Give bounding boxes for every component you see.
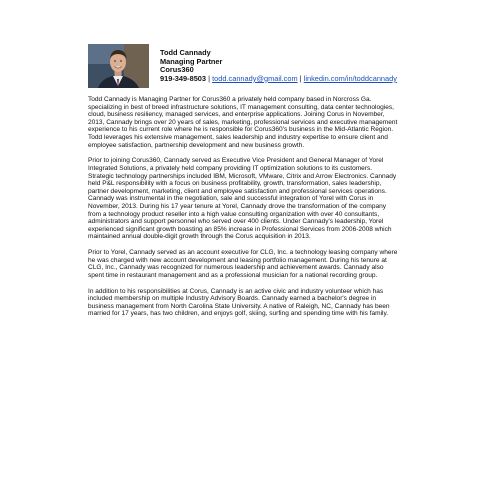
contact-line <box>160 75 397 84</box>
bio-paragraph: Prior to Yorel, Cannady served as an account executive for CLG, Inc. a technology leasing company where he was charged with new account development and leasing portfolio management. During his tenure at CLG, Inc., Cannady was recognized for numerous leadership and achievement awards. Cannady also spent time in restaurant management and as a professional musician for a national recording group. <box>88 249 398 279</box>
headshot-photo <box>88 44 149 88</box>
company-name: Corus360 <box>160 65 194 75</box>
contact-separator-2: | <box>299 73 302 83</box>
bio-paragraph: Prior to joining Corus360, Cannady served as Executive Vice President and General Manager of Yorel Integrated Solutions, a privately held company providing IT optimization solutions to its customers. Strategic technology partnerships included IBM, Microsoft, VMware, Citrix and Arrow Electronics. Cannady held P&L responsibility with a focus on business profitability, growth, transformation, sales leadership, partner development, marketing, client and employee satisfaction and professional services operations. Cannady was instrumental in the negotiation, sale and successful integration of Yorel with Corus in November, 2013. During his 17 year tenure at Yorel, Cannady drove the transformation of the company from a technology product reseller into a high value consulting organization with over 40 consultants, administrators and support personnel who served over 400 clients. Under Cannady's leadership, Yorel experienced significant growth boasting an 85% increase in Professional Services from 2006-2008 which maintained annual double-digit growth through the Corus acquisition in 2013. <box>88 157 397 241</box>
headshot-image <box>88 44 149 88</box>
bio-text <box>88 96 410 326</box>
email-link[interactable]: todd.cannady@gmail.com <box>212 73 298 83</box>
person-name: Todd Cannady <box>160 48 211 57</box>
linkedin-link[interactable]: linkedin.com/in/toddcannady <box>303 73 397 83</box>
person-title: Managing Partner <box>160 56 223 66</box>
contact-info <box>160 49 397 83</box>
bio-paragraph: Todd Cannady is Managing Partner for Corus360 a privately held company based in Norcross Ga. specializing in best of breed infrastructure solutions, IT management consulting, data center technologies, cloud, business resiliency, managed services, and enterprise applications. Joining Corus in November, 2013, Cannady brings over 20 years of sales, marketing, professional services and executive management experience to his current role where he is responsible for Corus360's business in the Mid-Atlantic Region. Todd leverages his extensive management, sales leadership and industry expertise to ensure client and employee satisfaction, partnership development and new business growth. <box>88 96 398 149</box>
contact-separator: | <box>208 73 211 83</box>
bio-paragraph: In addition to his responsibilities at Corus, Cannady is an active civic and industry volunteer which has included membership on multiple Industry Advisory Boards. Cannady earned a bachelor's degree in business management from North Carolina State University. A native of Raleigh, NC, Cannady has been married for 17 years, has two children, and enjoys golf, skiing, surfing and spending time with his family. <box>88 287 390 318</box>
phone-number: 919-349-8503 <box>160 73 207 83</box>
profile-header <box>88 44 468 88</box>
